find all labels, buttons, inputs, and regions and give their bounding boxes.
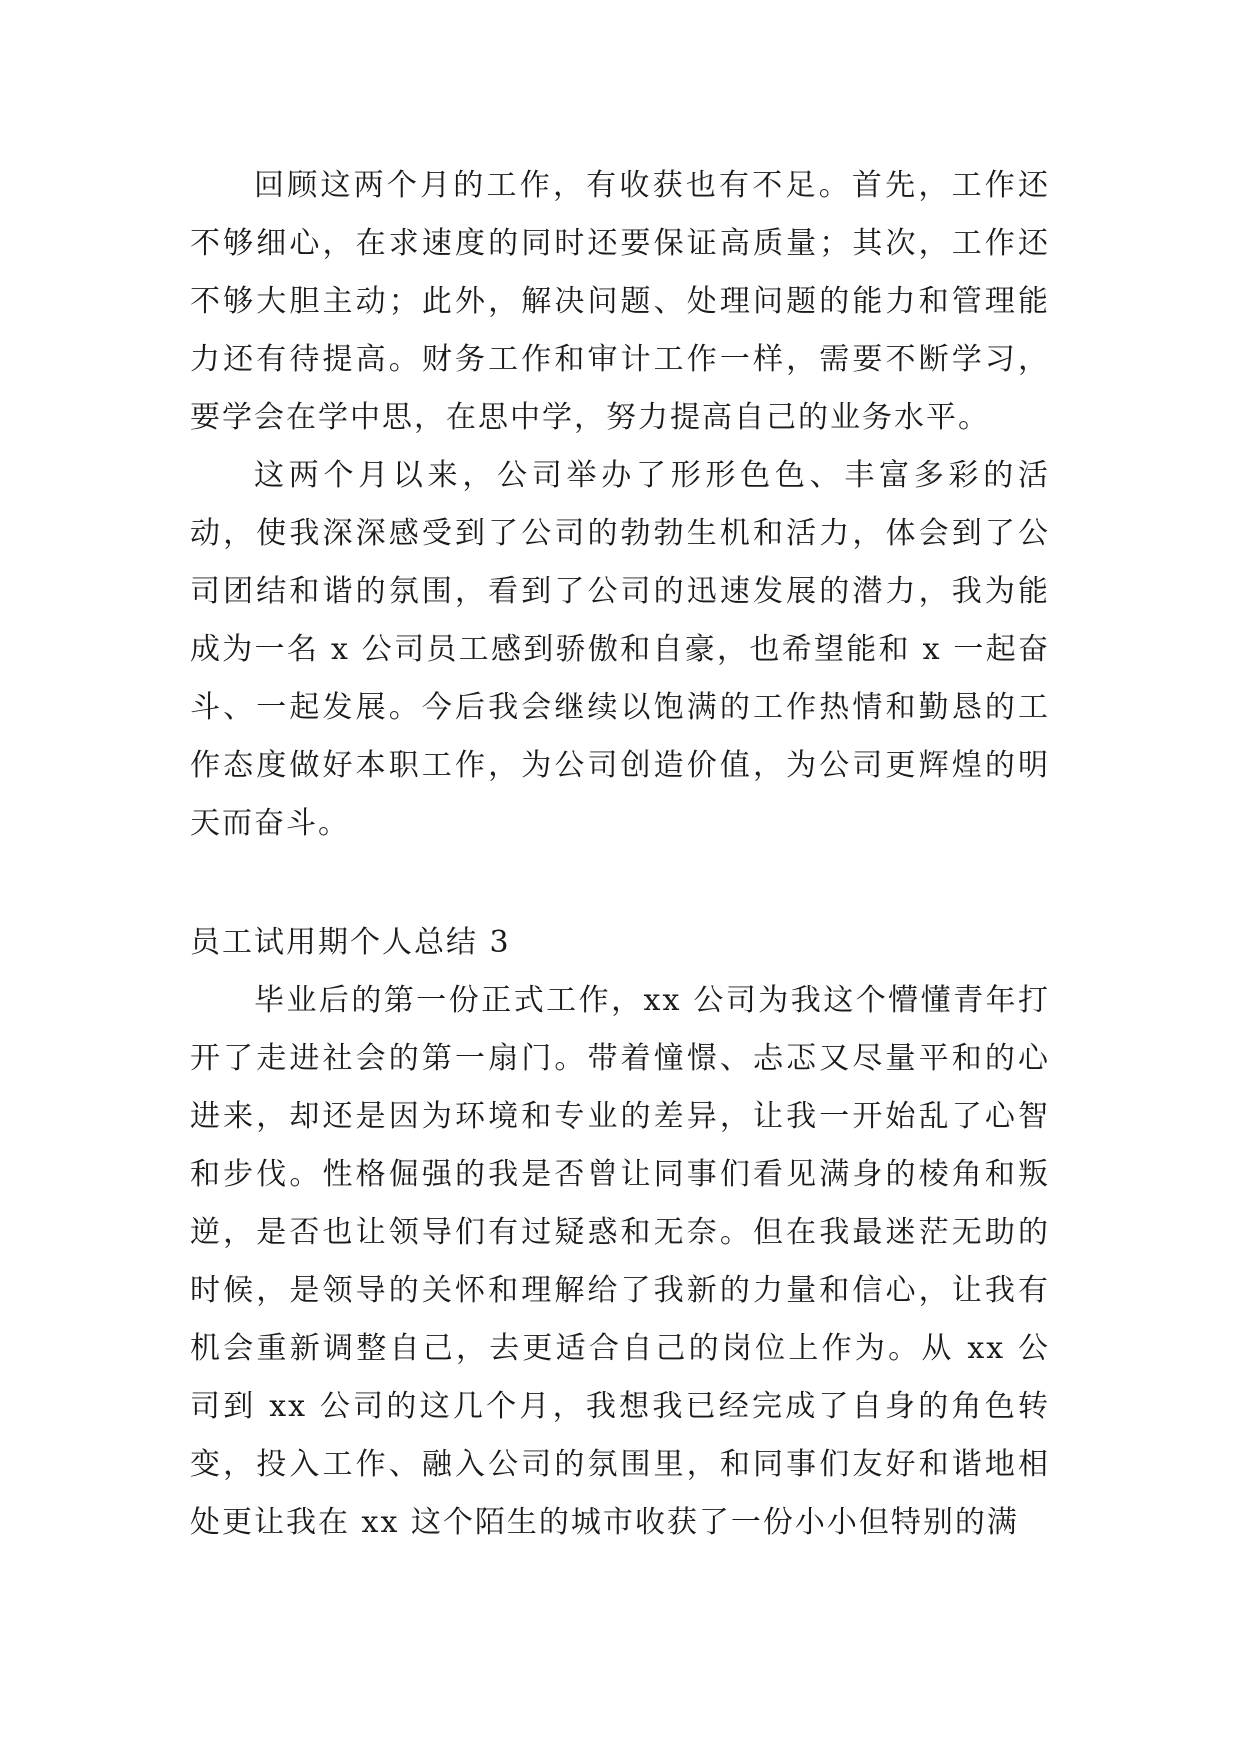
body-text-top: [190, 157, 1050, 853]
paragraph-company-activities: 这两个月以来，公司举办了形形色色、丰富多彩的活动，使我深深感受到了公司的勃勃生机和活力，体会到了公司团结和谐的氛围，看到了公司的迅速发展的潜力，我为能成为一名 x 公司员工感到骄傲和自豪，也希望能和 x 一起奋斗、一起发展。今后我会继续以饱满的工作热情和勤恳的工作态度做好本职工作，为公司创造价值，为公司更辉煌的明天而奋斗。: [190, 458, 1050, 841]
section-heading: 员工试用期个人总结 3: [190, 925, 511, 960]
body-text-bottom: [190, 914, 1050, 1552]
paragraph-first-job: 毕业后的第一份正式工作，xx 公司为我这个懵懂青年打开了走进社会的第一扇门。带着憧憬、忐忑又尽量平和的心进来，却还是因为环境和专业的差异，让我一开始乱了心智和步伐。性格倔强的我是否曾让同事们看见满身的棱角和叛逆，是否也让领导们有过疑惑和无奈。但在我最迷茫无助的时候，是领导的关怀和理解给了我新的力量和信心，让我有机会重新调整自己，去更适合自己的岗位上作为。从 xx 公司到 xx 公司的这几个月，我想我已经完成了自身的角色转变，投入工作、融入公司的氛围里，和同事们友好和谐地相处更让我在 xx 这个陌生的城市收获了一份小小但特别的满: [190, 983, 1050, 1540]
paragraph-work-review: 回顾这两个月的工作，有收获也有不足。首先，工作还不够细心，在求速度的同时还要保证高质量；其次，工作还不够大胆主动；此外，解决问题、处理问题的能力和管理能力还有待提高。财务工作和审计工作一样，需要不断学习，要学会在学中思，在思中学，努力提高自己的业务水平。: [190, 168, 1050, 435]
